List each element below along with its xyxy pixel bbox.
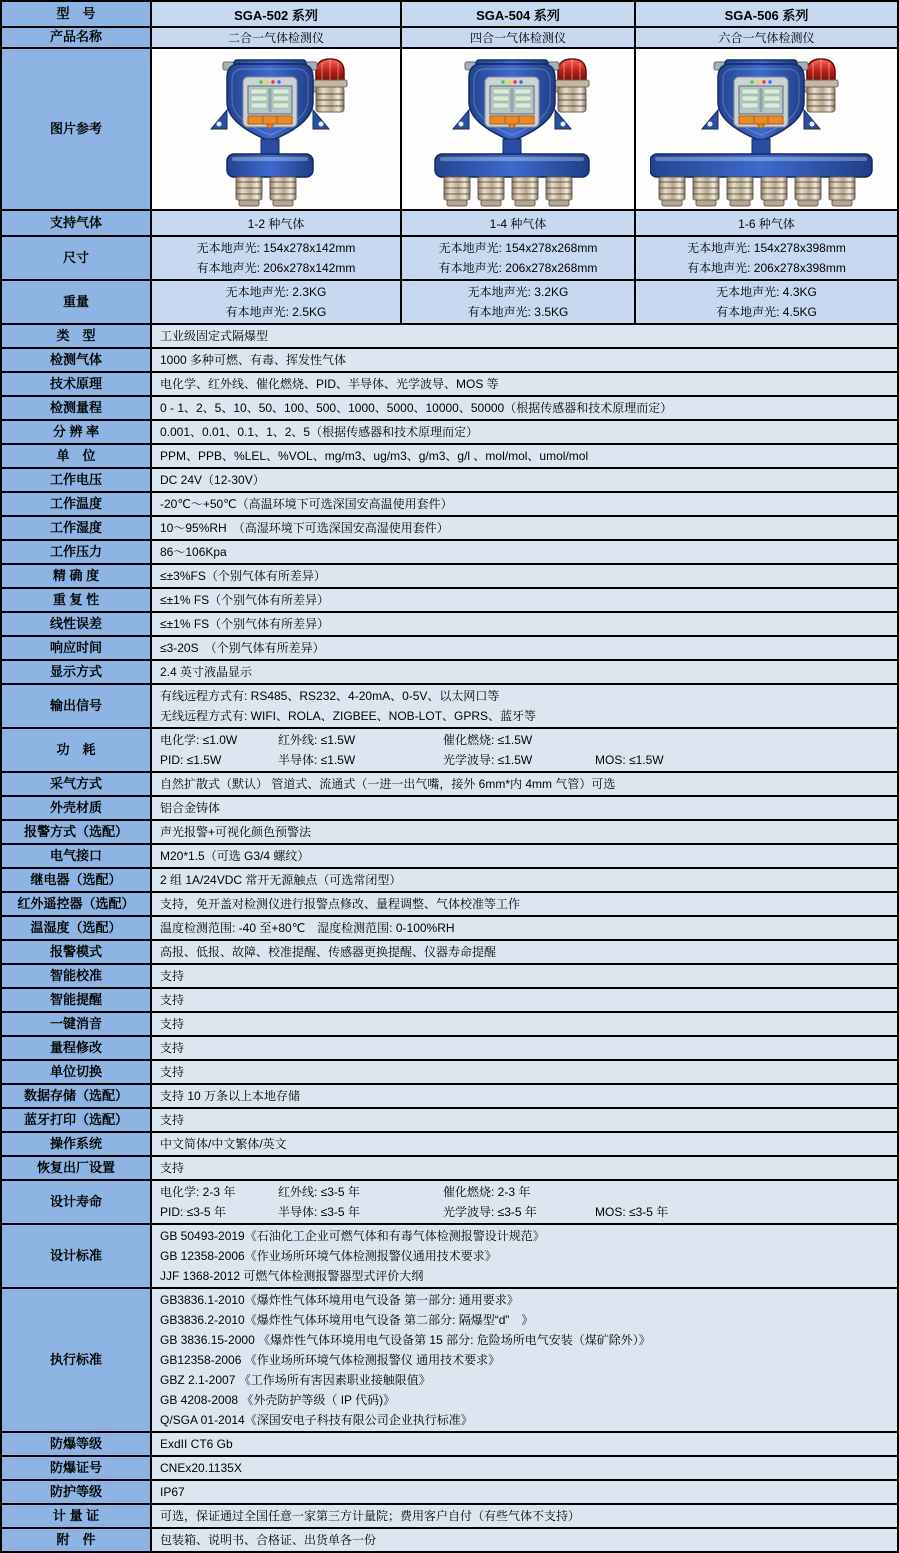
- spec-value-line: 铝合金铸体: [160, 801, 221, 815]
- spec-value-line: 2.4 英寸液晶显示: [160, 665, 253, 679]
- spec-row-label: 分 辨 率: [1, 420, 151, 444]
- weight-cell-0: [151, 280, 401, 324]
- spec-row: [1, 468, 898, 492]
- weight-line: 有本地声光: 3.5KG: [467, 305, 569, 319]
- spec-row-value: [151, 636, 898, 660]
- spec-row-value: [151, 1132, 898, 1156]
- spec-row-label: 工作压力: [1, 540, 151, 564]
- spec-row-label: 执行标准: [1, 1288, 151, 1432]
- spec-row-label: 智能校准: [1, 964, 151, 988]
- spec-value-line: 中文简体/中文繁体/英文: [160, 1137, 287, 1151]
- spec-row-value: [151, 916, 898, 940]
- spec-row-label: 附 件: [1, 1528, 151, 1552]
- spec-row-label: 一键消音: [1, 1012, 151, 1036]
- spec-value-line: CNEx20.1135X: [160, 1461, 242, 1475]
- spec-row-value: [151, 396, 898, 420]
- spec-row: [1, 820, 898, 844]
- spec-value-line: PPM、PPB、%LEL、%VOL、mg/m3、ug/m3、g/m3、g/l 、mol/mol、umol/mol: [160, 449, 589, 463]
- spec-row-value: [151, 444, 898, 468]
- dimension-line: 无本地声光: 154x278x142mm: [196, 241, 356, 255]
- spec-row-value: [151, 540, 898, 564]
- spec-value-line: 可选，保证通过全国任意一家第三方计量院；费用客户自付（有些气体不支持）: [160, 1509, 581, 1523]
- spec-value-line: GB 4208-2008 《外壳防护等级（ IP 代码)》: [160, 1393, 396, 1407]
- spec-row-value: [151, 468, 898, 492]
- spec-value-line: GB 12358-2006《作业场所环境气体检测报警仪通用技术要求》: [160, 1249, 497, 1263]
- spec-value-line: [160, 1182, 889, 1202]
- spec-row-label: 工作湿度: [1, 516, 151, 540]
- dimension-line: 无本地声光: 154x278x268mm: [438, 241, 598, 255]
- spec-row-label: 采气方式: [1, 772, 151, 796]
- row-label-dimensions: 尺寸: [1, 236, 151, 280]
- spec-row-value: [151, 1012, 898, 1036]
- gases-cell-0: 1-2 种气体: [151, 210, 401, 236]
- spec-value-line: M20*1.5（可选 G3/4 螺纹）: [160, 849, 310, 863]
- spec-row: [1, 660, 898, 684]
- spec-row-label: 重 复 性: [1, 588, 151, 612]
- spec-row-value: [151, 1224, 898, 1288]
- spec-row: [1, 444, 898, 468]
- spec-value-line: ≤±1% FS（个别气体有所差异）: [160, 593, 330, 607]
- spec-row: [1, 1480, 898, 1504]
- spec-value-segment: 催化燃烧: 2-3 年: [443, 1185, 531, 1199]
- spec-row-label: 红外遥控器（选配）: [1, 892, 151, 916]
- spec-row-value: [151, 1504, 898, 1528]
- spec-row: [1, 492, 898, 516]
- spec-row-value: [151, 728, 898, 772]
- spec-value-line: 支持 10 万条以上本地存储: [160, 1089, 301, 1103]
- dimensions-cell-1: [401, 236, 635, 280]
- spec-row-value: [151, 420, 898, 444]
- spec-value-line: -20℃～+50℃（高温环境下可选深国安高温使用套件）: [160, 497, 453, 511]
- spec-row: [1, 964, 898, 988]
- spec-row-value: [151, 1480, 898, 1504]
- spec-row-label: 量程修改: [1, 1036, 151, 1060]
- spec-row-label: 输出信号: [1, 684, 151, 728]
- spec-value-line: [160, 730, 889, 750]
- spec-row-label: 工作温度: [1, 492, 151, 516]
- spec-row: [1, 1060, 898, 1084]
- spec-row-value: [151, 372, 898, 396]
- spec-row-value: [151, 660, 898, 684]
- spec-row: [1, 516, 898, 540]
- spec-row-label: 计 量 证: [1, 1504, 151, 1528]
- spec-value-line: GB 3836.15-2000 《爆炸性气体环境用电气设备第 15 部分: 危险场所电气安装（煤矿除外）》: [160, 1333, 651, 1347]
- spec-row: [1, 420, 898, 444]
- weight-line: 无本地声光: 2.3KG: [225, 285, 327, 299]
- spec-value-line: 温度检测范围: -40 至+80℃ 湿度检测范围: 0-100%RH: [160, 921, 455, 935]
- dimension-line: 有本地声光: 206x278x268mm: [438, 261, 598, 275]
- spec-value-segment: 半导体: ≤1.5W: [278, 753, 356, 767]
- spec-row-value: [151, 868, 898, 892]
- spec-row: [1, 1012, 898, 1036]
- gases-cell-2: 1-6 种气体: [635, 210, 898, 236]
- spec-row: [1, 396, 898, 420]
- gas-detector-2-sensor-image: [182, 120, 370, 137]
- spec-row-label: 显示方式: [1, 660, 151, 684]
- spec-row-value: [151, 988, 898, 1012]
- spec-row-label: 防爆证号: [1, 1456, 151, 1480]
- spec-row: [1, 684, 898, 728]
- product-name-cell-2: 六合一气体检测仪: [635, 27, 898, 48]
- spec-row: [1, 1456, 898, 1480]
- spec-row-value: [151, 324, 898, 348]
- gases-row: [1, 210, 898, 236]
- spec-row: [1, 1084, 898, 1108]
- spec-row-label: 设计寿命: [1, 1180, 151, 1224]
- spec-value-line: 支持: [160, 1017, 185, 1031]
- spec-row: [1, 1132, 898, 1156]
- spec-row-label: 设计标准: [1, 1224, 151, 1288]
- spec-row-value: [151, 1288, 898, 1432]
- spec-value-line: IP67: [160, 1485, 185, 1499]
- spec-row: [1, 372, 898, 396]
- spec-row-value: [151, 516, 898, 540]
- spec-row: [1, 940, 898, 964]
- spec-row-value: [151, 1084, 898, 1108]
- dimensions-cell-0: [151, 236, 401, 280]
- spec-value-line: 支持: [160, 969, 185, 983]
- spec-row-value: [151, 796, 898, 820]
- spec-value-line: 86～106Kpa: [160, 545, 227, 559]
- gases-cell-1: 1-4 种气体: [401, 210, 635, 236]
- spec-row-value: [151, 1432, 898, 1456]
- spec-value-segment: 电化学: 2-3 年: [160, 1185, 236, 1199]
- spec-row-label: 外壳材质: [1, 796, 151, 820]
- spec-value-line: GBZ 2.1-2007 《工作场所有害因素职业接触限值》: [160, 1373, 431, 1387]
- spec-value-line: 有线远程方式有: RS485、RS232、4-20mA、0-5V、以太网口等: [160, 689, 500, 703]
- spec-row-label: 智能提醒: [1, 988, 151, 1012]
- spec-value-line: 包装箱、说明书、合格证、出货单各一份: [160, 1533, 377, 1547]
- spec-row-value: [151, 1036, 898, 1060]
- row-label-model: 型 号: [1, 1, 151, 27]
- spec-row-label: 防护等级: [1, 1480, 151, 1504]
- spec-value-line: ≤±3%FS（个别气体有所差异）: [160, 569, 326, 583]
- spec-row-label: 技术原理: [1, 372, 151, 396]
- spec-row-value: [151, 1060, 898, 1084]
- weight-line: 无本地声光: 4.3KG: [716, 285, 817, 299]
- product-image-0: [151, 48, 401, 210]
- spec-row-label: 蓝牙打印（选配）: [1, 1108, 151, 1132]
- spec-value-line: 10～95%RH （高湿环境下可选深国安高湿使用套件）: [160, 521, 449, 535]
- spec-row: [1, 796, 898, 820]
- spec-row-value: [151, 892, 898, 916]
- spec-value-line: GB12358-2006 《作业场所环境气体检测报警仪 通用技术要求》: [160, 1353, 501, 1367]
- spec-value-line: JJF 1368-2012 可燃气体检测报警器型式评价大纲: [160, 1269, 424, 1283]
- spec-row-value: [151, 1156, 898, 1180]
- spec-row-value: [151, 1456, 898, 1480]
- spec-value-line: 支持: [160, 993, 185, 1007]
- weight-cell-2: [635, 280, 898, 324]
- spec-row: [1, 1156, 898, 1180]
- row-label-gases: 支持气体: [1, 210, 151, 236]
- spec-value-segment: 光学波导: ≤1.5W: [443, 753, 533, 767]
- spec-row-value: [151, 940, 898, 964]
- spec-row-value: [151, 820, 898, 844]
- spec-row-label: 检测量程: [1, 396, 151, 420]
- spec-row-value: [151, 1528, 898, 1552]
- spec-value-line: GB3836.2-2010《爆炸性气体环境用电气设备 第二部分: 隔爆型“d” 》: [160, 1313, 534, 1327]
- weight-line: 有本地声光: 2.5KG: [225, 305, 327, 319]
- spec-row: [1, 324, 898, 348]
- spec-row-label: 数据存储（选配）: [1, 1084, 151, 1108]
- spec-row-label: 精 确 度: [1, 564, 151, 588]
- product-image-1: [401, 48, 635, 210]
- spec-value-line: 支持: [160, 1161, 185, 1175]
- spec-row-label: 响应时间: [1, 636, 151, 660]
- spec-row-label: 温湿度（选配）: [1, 916, 151, 940]
- spec-row-value: [151, 964, 898, 988]
- spec-value-line: 工业级固定式隔爆型: [160, 329, 269, 343]
- spec-value-segment: 红外线: ≤3-5 年: [278, 1185, 360, 1199]
- spec-value-line: 支持: [160, 1113, 185, 1127]
- spec-row: [1, 1036, 898, 1060]
- spec-row-value: [151, 612, 898, 636]
- spec-value-line: 无线远程方式有: WIFI、ROLA、ZIGBEE、NOB-LOT、GPRS、蓝牙等: [160, 709, 537, 723]
- product-image-2: [635, 48, 898, 210]
- spec-value-line: ≤±1% FS（个别气体有所差异）: [160, 617, 330, 631]
- spec-value-line: DC 24V（12-30V）: [160, 473, 265, 487]
- spec-value-segment: 红外线: ≤1.5W: [278, 733, 356, 747]
- spec-value-segment: PID: ≤3-5 年: [160, 1205, 226, 1219]
- spec-value-line: [160, 750, 889, 770]
- spec-row: [1, 916, 898, 940]
- spec-value-line: 自然扩散式（默认） 管道式、流通式（一进一出气嘴，接外 6mm*内 4mm 气管）可选: [160, 777, 616, 791]
- row-label-weight: 重量: [1, 280, 151, 324]
- spec-value-line: 电化学、红外线、催化燃烧、PID、半导体、光学波导、MOS 等: [160, 377, 499, 391]
- spec-row: [1, 348, 898, 372]
- spec-row-label: 电气接口: [1, 844, 151, 868]
- spec-row: [1, 868, 898, 892]
- spec-row-label: 检测气体: [1, 348, 151, 372]
- dimension-line: 有本地声光: 206x278x142mm: [196, 261, 356, 275]
- spec-row-label: 功 耗: [1, 728, 151, 772]
- spec-row: [1, 772, 898, 796]
- gas-detector-6-sensor-image: [650, 120, 884, 137]
- spec-value-segment: 电化学: ≤1.0W: [160, 733, 238, 747]
- spec-value-line: 2 组 1A/24VDC 常开无源触点（可选常闭型）: [160, 873, 402, 887]
- spec-row: [1, 1108, 898, 1132]
- product-name-cell-0: 二合一气体检测仪: [151, 27, 401, 48]
- spec-value-line: Q/SGA 01-2014《深国安电子科技有限公司企业执行标准》: [160, 1413, 473, 1427]
- dimension-line: 有本地声光: 206x278x398mm: [687, 261, 846, 275]
- spec-value-segment: 半导体: ≤3-5 年: [278, 1205, 360, 1219]
- spec-row-value: [151, 772, 898, 796]
- spec-row-label: 报警模式: [1, 940, 151, 964]
- spec-row-value: [151, 564, 898, 588]
- spec-row-label: 单位切换: [1, 1060, 151, 1084]
- spec-value-segment: 催化燃烧: ≤1.5W: [443, 733, 533, 747]
- dimensions-cell-2: [635, 236, 898, 280]
- spec-row-label: 继电器（选配）: [1, 868, 151, 892]
- dimensions-row: [1, 236, 898, 280]
- spec-row: [1, 540, 898, 564]
- model-cell-sga506: SGA-506 系列: [635, 1, 898, 27]
- spec-value-segment: MOS: ≤1.5W: [595, 753, 664, 767]
- spec-row-value: [151, 588, 898, 612]
- spec-value-segment: PID: ≤1.5W: [160, 753, 222, 767]
- spec-value-line: 支持，免开盖对检测仪进行报警点修改、量程调整、气体校准等工作: [160, 897, 521, 911]
- spec-value-line: GB3836.1-2010《爆炸性气体环境用电气设备 第一部分: 通用要求》: [160, 1293, 519, 1307]
- weight-row: [1, 280, 898, 324]
- spec-row-label: 线性误差: [1, 612, 151, 636]
- model-row: [1, 1, 898, 27]
- spec-value-line: 声光报警+可视化颜色预警法: [160, 825, 312, 839]
- spec-row-label: 工作电压: [1, 468, 151, 492]
- spec-value-segment: 光学波导: ≤3-5 年: [443, 1205, 537, 1219]
- spec-value-line: 0.001、0.01、0.1、1、2、5（根据传感器和技术原理而定）: [160, 425, 479, 439]
- spec-row-value: [151, 844, 898, 868]
- spec-row: [1, 892, 898, 916]
- model-cell-sga504: SGA-504 系列: [401, 1, 635, 27]
- spec-row: [1, 588, 898, 612]
- product-name-cell-1: 四合一气体检测仪: [401, 27, 635, 48]
- spec-value-line: ExdII CT6 Gb: [160, 1437, 233, 1451]
- spec-row-value: [151, 492, 898, 516]
- gas-detector-4-sensor-image: [424, 120, 612, 137]
- row-label-product-name: 产品名称: [1, 27, 151, 48]
- spec-value-line: [160, 1202, 889, 1222]
- spec-row: [1, 564, 898, 588]
- spec-row-label: 恢复出厂设置: [1, 1156, 151, 1180]
- weight-line: 无本地声光: 3.2KG: [467, 285, 569, 299]
- spec-row: [1, 1224, 898, 1288]
- spec-row: [1, 1504, 898, 1528]
- spec-row-label: 单 位: [1, 444, 151, 468]
- spec-row: [1, 1528, 898, 1552]
- spec-value-line: GB 50493-2019《石油化工企业可燃气体和有毒气体检测报警设计规范》: [160, 1229, 545, 1243]
- weight-line: 有本地声光: 4.5KG: [716, 305, 817, 319]
- spec-row-value: [151, 1180, 898, 1224]
- spec-row-label: 操作系统: [1, 1132, 151, 1156]
- image-row: [1, 48, 898, 210]
- spec-table-body: [1, 1, 898, 1552]
- spec-value-line: ≤3-20S （个别气体有所差异）: [160, 641, 325, 655]
- spec-value-line: 0 - 1、2、5、10、50、100、500、1000、5000、10000、50000（根据传感器和技术原理而定）: [160, 401, 673, 415]
- spec-row: [1, 636, 898, 660]
- dimension-line: 无本地声光: 154x278x398mm: [687, 241, 846, 255]
- spec-row: [1, 1180, 898, 1224]
- spec-row: [1, 728, 898, 772]
- spec-value-line: 高报、低报、故障、校准提醒、传感器更换提醒、仪器寿命提醒: [160, 945, 497, 959]
- spec-value-segment: MOS: ≤3-5 年: [595, 1205, 669, 1219]
- spec-row-label: 类 型: [1, 324, 151, 348]
- spec-row: [1, 988, 898, 1012]
- spec-row-label: 报警方式（选配）: [1, 820, 151, 844]
- spec-row: [1, 1288, 898, 1432]
- spec-row-label: 防爆等级: [1, 1432, 151, 1456]
- product-name-row: [1, 27, 898, 48]
- spec-value-line: 1000 多种可燃、有毒、挥发性气体: [160, 353, 347, 367]
- weight-cell-1: [401, 280, 635, 324]
- row-label-image: 图片参考: [1, 48, 151, 210]
- spec-value-line: 支持: [160, 1041, 185, 1055]
- spec-row: [1, 844, 898, 868]
- spec-value-line: 支持: [160, 1065, 185, 1079]
- spec-row-value: [151, 1108, 898, 1132]
- spec-row: [1, 612, 898, 636]
- spec-row: [1, 1432, 898, 1456]
- spec-row-value: [151, 684, 898, 728]
- spec-row-value: [151, 348, 898, 372]
- model-cell-sga502: SGA-502 系列: [151, 1, 401, 27]
